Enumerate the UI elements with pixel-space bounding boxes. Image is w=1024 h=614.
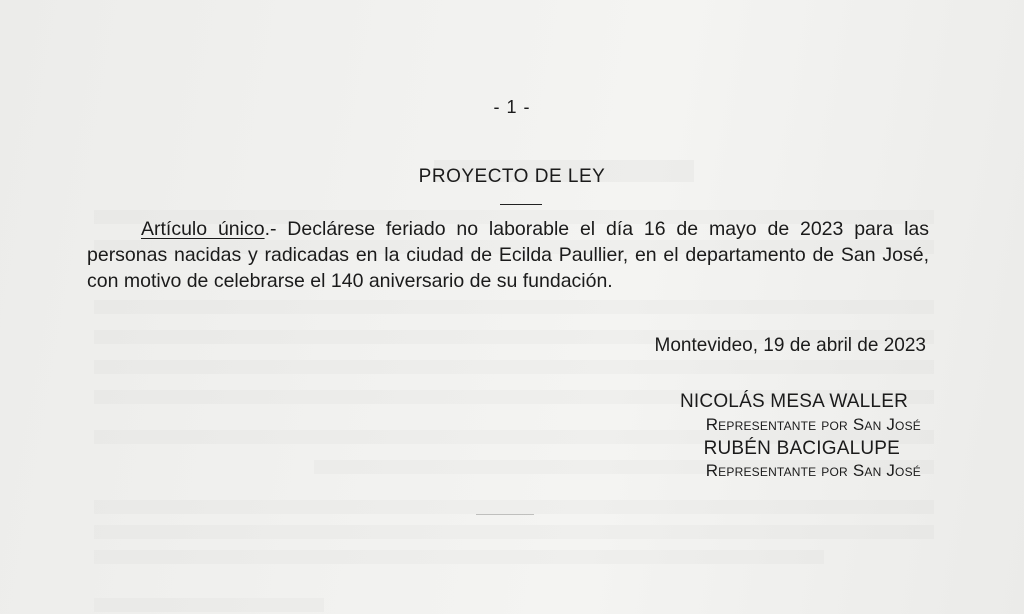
signatory-role: Representante por San José <box>705 415 921 434</box>
title-divider <box>500 204 542 205</box>
document-title: PROYECTO DE LEY <box>418 166 606 187</box>
bleed-divider <box>476 514 534 515</box>
article-text: .- Declárese feriado no laborable el día 16 de mayo de 2023 para las personas nacidas y radicadas en la ciudad de Ecilda Paullier, en el departamento de San José, con motivo de celebrarse el 140 aniversario de su fundación. <box>87 218 929 292</box>
article-label: Artículo único <box>141 218 265 240</box>
place-date: Montevideo, 19 de abril de 2023 <box>654 335 926 356</box>
article-paragraph <box>87 216 929 294</box>
signatory-name: NICOLÁS MESA WALLER <box>680 391 908 412</box>
page-number: - 1 - <box>493 97 531 117</box>
signatory-role: Representante por San José <box>705 461 921 480</box>
signatory-name: RUBÉN BACIGALUPE <box>703 438 900 459</box>
